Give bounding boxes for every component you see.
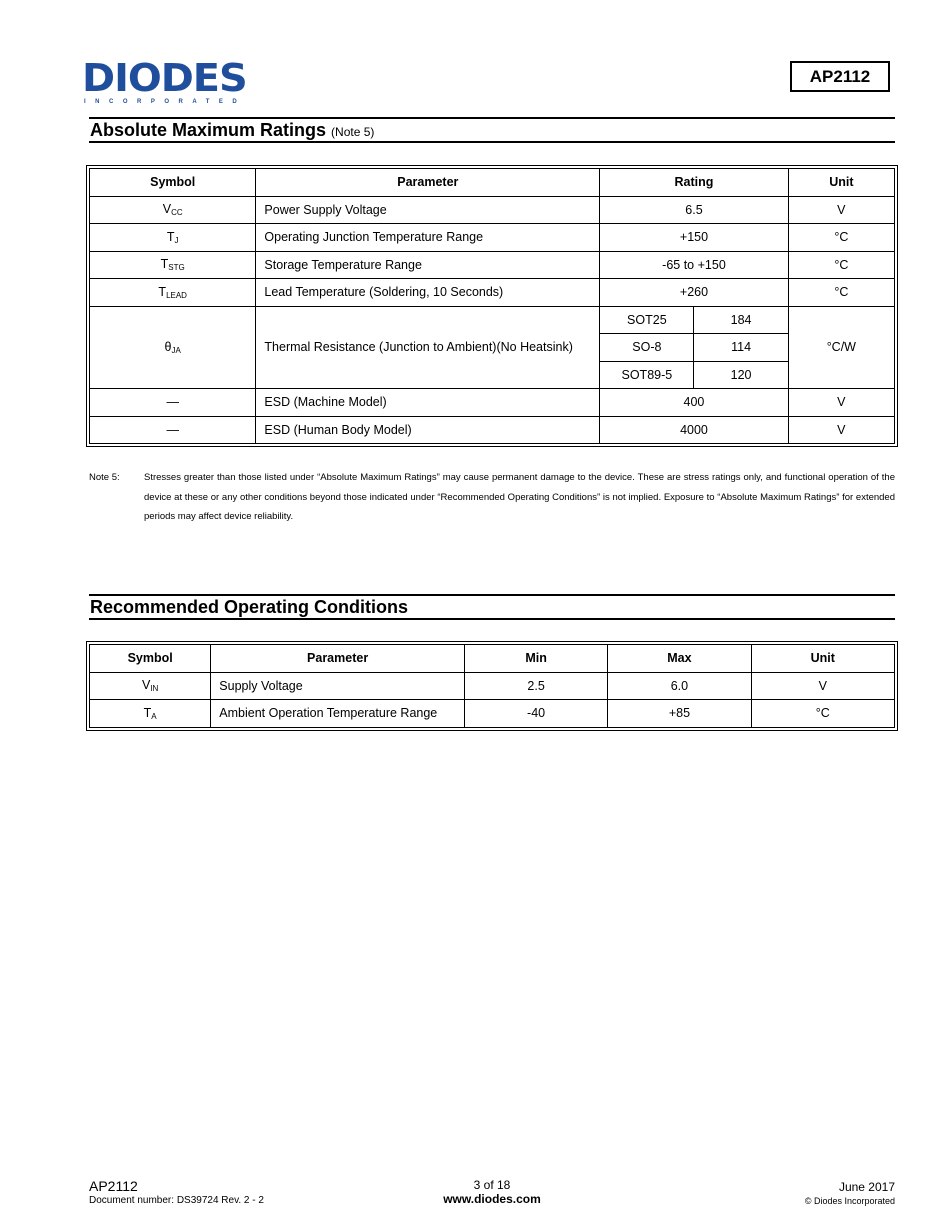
footer-doc-number: Document number: DS39724 Rev. 2 - 2 <box>89 1195 264 1206</box>
roc-title: Recommended Operating Conditions <box>90 596 409 617</box>
unit-cell: V <box>751 672 894 700</box>
parameter-cell: Thermal Resistance (Junction to Ambient)(No Heatsink) <box>256 306 600 389</box>
unit-cell: V <box>788 196 894 224</box>
amr-table <box>89 168 895 444</box>
symbol-cell: $T_{LEAD}$ <box>90 279 256 307</box>
symbol-cell: — <box>90 416 256 444</box>
table-row <box>90 196 895 224</box>
parameter-cell: Ambient Operation Temperature Range <box>211 700 465 728</box>
parameter-cell: Storage Temperature Range <box>256 251 600 279</box>
table-row <box>90 279 895 307</box>
parameter-cell: Power Supply Voltage <box>256 196 600 224</box>
package-cell: SOT89-5 <box>600 361 694 389</box>
parameter-cell: ESD (Machine Model) <box>256 389 600 417</box>
col-rating: Rating <box>600 169 788 197</box>
col-parameter: Parameter <box>211 645 465 673</box>
max-cell: +85 <box>608 700 751 728</box>
symbol-cell: $T_A$ <box>90 700 211 728</box>
footer-left <box>89 1178 264 1206</box>
rating-cell: 114 <box>694 334 788 362</box>
rating-cell: 184 <box>694 306 788 334</box>
part-number-box: AP2112 <box>790 61 890 92</box>
unit-cell: °C <box>788 251 894 279</box>
unit-cell: V <box>788 416 894 444</box>
parameter-cell: Lead Temperature (Soldering, 10 Seconds) <box>256 279 600 307</box>
parameter-cell: Supply Voltage <box>211 672 465 700</box>
parameter-cell: Operating Junction Temperature Range <box>256 224 600 252</box>
col-max: Max <box>608 645 751 673</box>
parameter-cell: ESD (Human Body Model) <box>256 416 600 444</box>
table-row <box>90 389 895 417</box>
unit-cell: °C <box>788 279 894 307</box>
rating-cell: 120 <box>694 361 788 389</box>
note-5 <box>89 468 895 527</box>
table-row <box>90 251 895 279</box>
rating-cell: 400 <box>600 389 788 417</box>
roc-section-title <box>89 594 895 620</box>
footer-center <box>442 1178 542 1206</box>
col-unit: Unit <box>751 645 894 673</box>
rating-cell: +150 <box>600 224 788 252</box>
footer-right <box>805 1180 895 1206</box>
col-symbol: Symbol <box>90 169 256 197</box>
amr-section-title <box>89 117 895 143</box>
amr-note-ref: (Note 5) <box>331 125 375 139</box>
symbol-cell: $\theta_{JA}$ <box>90 306 256 389</box>
rating-cell: 6.5 <box>600 196 788 224</box>
unit-cell: °C <box>751 700 894 728</box>
min-cell: -40 <box>464 700 607 728</box>
logo-subtitle: INCORPORATED <box>84 99 247 105</box>
roc-table <box>89 644 895 728</box>
website-link[interactable]: www.diodes.com <box>443 1192 541 1206</box>
symbol-cell: — <box>90 389 256 417</box>
unit-cell: °C/W <box>788 306 894 389</box>
symbol-cell: $T_J$ <box>90 224 256 252</box>
note-label: Note 5: <box>89 472 120 483</box>
page-number: 3 of 18 <box>473 1178 511 1192</box>
col-min: Min <box>464 645 607 673</box>
symbol-cell: $T_{STG}$ <box>90 251 256 279</box>
col-unit: Unit <box>788 169 894 197</box>
amr-title: Absolute Maximum Ratings <box>90 119 327 140</box>
table-row <box>90 672 895 700</box>
logo-wordmark: DIODES <box>82 56 247 100</box>
footer-date: June 2017 <box>838 1180 895 1194</box>
diodes-logo <box>82 58 257 108</box>
min-cell: 2.5 <box>464 672 607 700</box>
table-row <box>90 306 895 334</box>
footer-part: AP2112 <box>89 1178 138 1194</box>
table-row <box>90 224 895 252</box>
table-row <box>90 700 895 728</box>
table-header-row <box>90 645 895 673</box>
note-text: Stresses greater than those listed under “Absolute Maximum Ratings” may cause permanent damage to the device. These are stress ratings only, and functional operation of the device at these or any other conditions beyond those indicated under “Recommended Operating Conditions” is not implied. Exposure to “Absolute Maximum Ratings” for extended periods may affect device reliability. <box>144 472 895 522</box>
table-row <box>90 416 895 444</box>
unit-cell: V <box>788 389 894 417</box>
package-cell: SOT25 <box>600 306 694 334</box>
unit-cell: °C <box>788 224 894 252</box>
max-cell: 6.0 <box>608 672 751 700</box>
symbol-cell: $V_{IN}$ <box>90 672 211 700</box>
table-header-row <box>90 169 895 197</box>
col-parameter: Parameter <box>256 169 600 197</box>
rating-cell: +260 <box>600 279 788 307</box>
rating-cell: 4000 <box>600 416 788 444</box>
col-symbol: Symbol <box>90 645 211 673</box>
footer-copyright: © Diodes Incorporated <box>804 1196 895 1206</box>
rating-cell: -65 to +150 <box>600 251 788 279</box>
package-cell: SO-8 <box>600 334 694 362</box>
symbol-cell: $V_{CC}$ <box>90 196 256 224</box>
